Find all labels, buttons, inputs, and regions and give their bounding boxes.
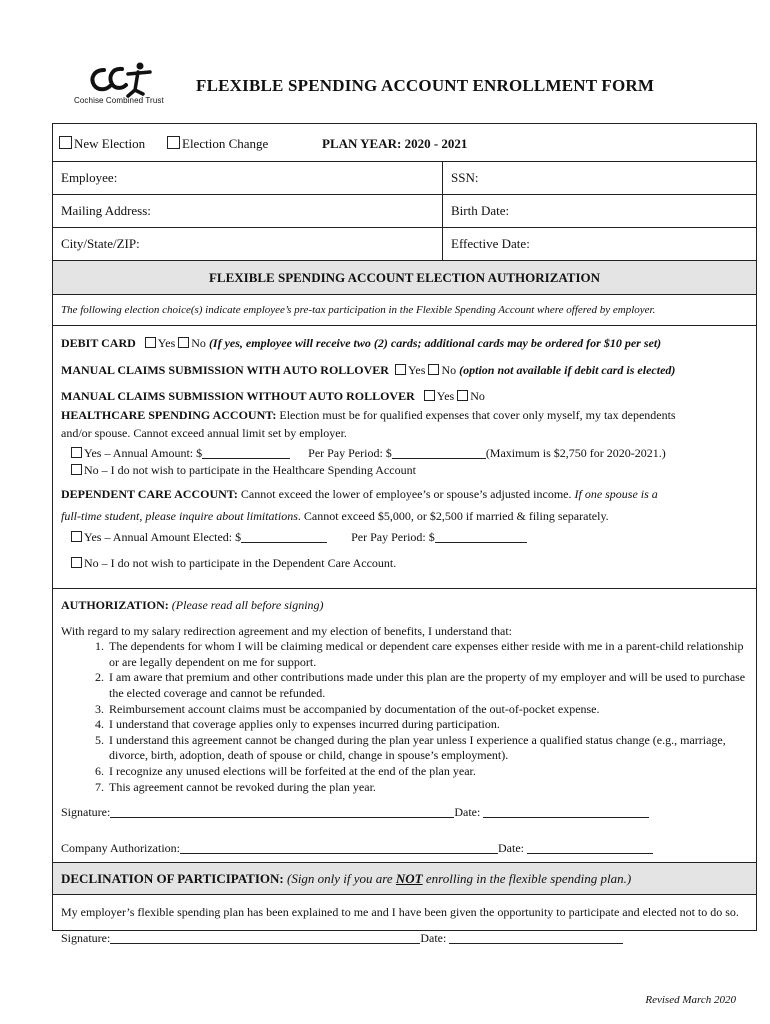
city-state-zip-field[interactable]: City/State/ZIP:	[53, 228, 443, 260]
hsa-yes-checkbox[interactable]	[71, 447, 82, 458]
declination-signature-line	[61, 931, 748, 947]
signature-input[interactable]	[110, 817, 454, 818]
declination-note-post: enrolling in the flexible spending plan.)	[422, 871, 632, 886]
dca-text-2: . Cannot exceed $5,000, or $2,500 if married & filing separately.	[297, 509, 609, 524]
debit-card-line	[61, 334, 748, 353]
enrollment-form	[52, 123, 757, 945]
form-title: FLEXIBLE SPENDING ACCOUNT ENROLLMENT FORM	[196, 76, 655, 95]
authorization-item: 2. I am aware that premium and other contributions made under this plan are the property of my employer and will be used to purchase the elected coverage and cannot be refunded.	[107, 670, 748, 701]
manual-with-rollover-label: MANUAL CLAIMS SUBMISSION WITH AUTO ROLLOVER	[61, 362, 389, 377]
dca-per-pay-input[interactable]	[435, 542, 527, 543]
debit-card-yes-label: Yes	[157, 336, 176, 350]
signature-date-label: Date:	[454, 805, 481, 820]
election-type-row	[53, 124, 756, 162]
dca-no-checkbox[interactable]	[71, 557, 82, 568]
new-election-option[interactable]	[59, 136, 145, 151]
manual-with-yes-label: Yes	[407, 362, 426, 377]
authorization-heading-line	[61, 598, 748, 614]
dca-no-label: No – I do not wish to participate in the Dependent Care Account.	[84, 556, 397, 571]
debit-card-label: DEBIT CARD	[61, 336, 136, 350]
authorization-intro: With regard to my salary redirection agreement and my election of benefits, I understand that:	[61, 623, 513, 638]
signature-line	[61, 805, 748, 821]
address-row	[53, 195, 756, 228]
effective-date-field[interactable]: Effective Date:	[451, 236, 530, 251]
hsa-text-2: and/or spouse. Cannot exceed annual limit set by employer.	[61, 426, 347, 441]
new-election-checkbox[interactable]	[59, 136, 72, 149]
manual-without-yes-label: Yes	[436, 389, 455, 404]
dca-line-1	[61, 485, 748, 504]
declination-note-pre: (Sign only if you are	[286, 871, 396, 886]
hsa-annual-amount-input[interactable]	[202, 458, 290, 459]
declination-body	[53, 895, 756, 946]
manual-with-no-checkbox[interactable]	[428, 364, 439, 375]
authorization-item: 5. I understand this agreement cannot be changed during the plan year unless I experience a qualified status change (e.g., marriage, divorce, birth, adoption, death of spouse or child, change in spouse’s employment).	[107, 733, 748, 764]
election-section-heading: FLEXIBLE SPENDING ACCOUNT ELECTION AUTHORIZATION	[53, 261, 756, 295]
election-change-option[interactable]	[167, 136, 268, 152]
company-date-label: Date:	[498, 840, 524, 855]
debit-card-no-label: No	[191, 336, 206, 350]
manual-without-no-checkbox[interactable]	[457, 390, 468, 401]
company-authorization-input[interactable]	[180, 853, 498, 854]
dca-annual-amount-input[interactable]	[241, 542, 327, 543]
dca-label: DEPENDENT CARE ACCOUNT:	[61, 486, 238, 501]
authorization-heading-note: (Please read all before signing)	[171, 598, 324, 612]
manual-with-rollover-line	[61, 361, 748, 380]
manual-without-no-label: No	[470, 389, 485, 404]
hsa-label: HEALTHCARE SPENDING ACCOUNT:	[61, 407, 277, 422]
new-election-label: New Election	[74, 136, 146, 151]
dca-line-2	[61, 507, 748, 526]
authorization-heading: AUTHORIZATION:	[61, 598, 169, 612]
authorization-item: 7. This agreement cannot be revoked during the plan year.	[107, 780, 748, 796]
declination-heading-row	[53, 863, 756, 895]
manual-with-yes-checkbox[interactable]	[395, 364, 406, 375]
ssn-field[interactable]: SSN:	[451, 170, 479, 185]
hsa-per-pay-input[interactable]	[392, 458, 486, 459]
manual-without-rollover-line	[61, 387, 748, 406]
authorization-item: 3. Reimbursement account claims must be accompanied by documentation of the out-of-pocket expense.	[107, 702, 748, 718]
election-options	[53, 326, 756, 589]
mailing-address-field[interactable]: Mailing Address:	[53, 195, 443, 227]
dca-per-pay-label: Per Pay Period: $	[351, 529, 435, 544]
authorization-item: 1. The dependents for whom I will be claiming medical or dependent care expenses either reside with me in a parent-child relationship or are legally dependent on me for support.	[107, 639, 748, 670]
manual-with-note: (option not available if debit card is elected)	[459, 362, 676, 377]
signature-label: Signature:	[61, 805, 111, 820]
signature-date-input[interactable]	[483, 817, 649, 818]
hsa-no-checkbox[interactable]	[71, 464, 82, 475]
manual-with-no-label: No	[441, 362, 457, 377]
debit-card-no-checkbox[interactable]	[178, 337, 189, 348]
hsa-yes-label: Yes – Annual Amount: $	[84, 445, 203, 460]
dca-italic-1: If one spouse is a	[574, 486, 658, 501]
declination-signature-label: Signature:	[61, 930, 111, 945]
hsa-line-1	[61, 406, 748, 425]
declination-signature-input[interactable]	[110, 943, 420, 944]
hsa-max-note: (Maximum is $2,750 for 2020-2021.)	[485, 445, 666, 460]
election-change-checkbox[interactable]	[167, 136, 180, 149]
company-date-input[interactable]	[527, 853, 653, 854]
hsa-yes-line	[61, 445, 748, 462]
dca-yes-line	[61, 528, 748, 547]
dca-text-1: Cannot exceed the lower of employee’s or spouse’s adjusted income.	[240, 486, 572, 501]
revision-note: Revised March 2020	[645, 994, 736, 1006]
dca-yes-label: Yes – Annual Amount Elected: $	[84, 529, 242, 544]
election-intro: The following election choice(s) indicate employee’s pre-tax participation in the Flexible Spending Account where offered by employer.	[53, 295, 756, 326]
election-change-label: Election Change	[182, 136, 269, 151]
dca-yes-checkbox[interactable]	[71, 531, 82, 542]
debit-card-note: (If yes, employee will receive two (2) cards; additional cards may be ordered for $10 per set)	[208, 336, 662, 350]
cct-logo-icon	[88, 60, 158, 98]
declination-heading: DECLINATION OF PARTICIPATION:	[61, 871, 284, 886]
hsa-text-1: Election must be for qualified expenses that cover only myself, my tax dependents	[279, 407, 676, 422]
manual-without-yes-checkbox[interactable]	[424, 390, 435, 401]
declination-text: My employer’s flexible spending plan has been explained to me and I have been given the opportunity to participate and elected not to do so.	[61, 905, 739, 919]
hsa-no-line	[61, 462, 748, 479]
logo-text: Cochise Combined Trust	[74, 96, 164, 105]
authorization-list	[107, 639, 748, 795]
authorization-section	[53, 589, 756, 863]
employee-field[interactable]: Employee:	[53, 162, 443, 194]
company-authorization-label: Company Authorization:	[61, 840, 180, 855]
company-authorization-line	[61, 841, 748, 857]
declination-date-input[interactable]	[449, 943, 623, 944]
hsa-per-pay-label: Per Pay Period: $	[308, 445, 392, 460]
authorization-item: 6. I recognize any unused elections will be forfeited at the end of the plan year.	[107, 764, 748, 780]
authorization-item: 4. I understand that coverage applies only to expenses incurred during participation.	[107, 717, 748, 733]
city-row	[53, 228, 756, 261]
declination-note-not: NOT	[395, 871, 423, 886]
dca-italic-2: full-time student, please inquire about limitations	[61, 509, 298, 524]
debit-card-yes-checkbox[interactable]	[145, 337, 156, 348]
employee-row	[53, 162, 756, 195]
manual-without-rollover-label: MANUAL CLAIMS SUBMISSION WITHOUT AUTO ROLLOVER	[61, 389, 415, 404]
declination-date-label: Date:	[420, 930, 447, 945]
birth-date-field[interactable]: Birth Date:	[451, 203, 510, 218]
hsa-no-label: No – I do not wish to participate in the Healthcare Spending Account	[84, 462, 416, 477]
plan-year: PLAN YEAR: 2020 - 2021	[322, 136, 468, 151]
dca-no-line	[61, 554, 748, 573]
company-logo	[68, 60, 178, 112]
